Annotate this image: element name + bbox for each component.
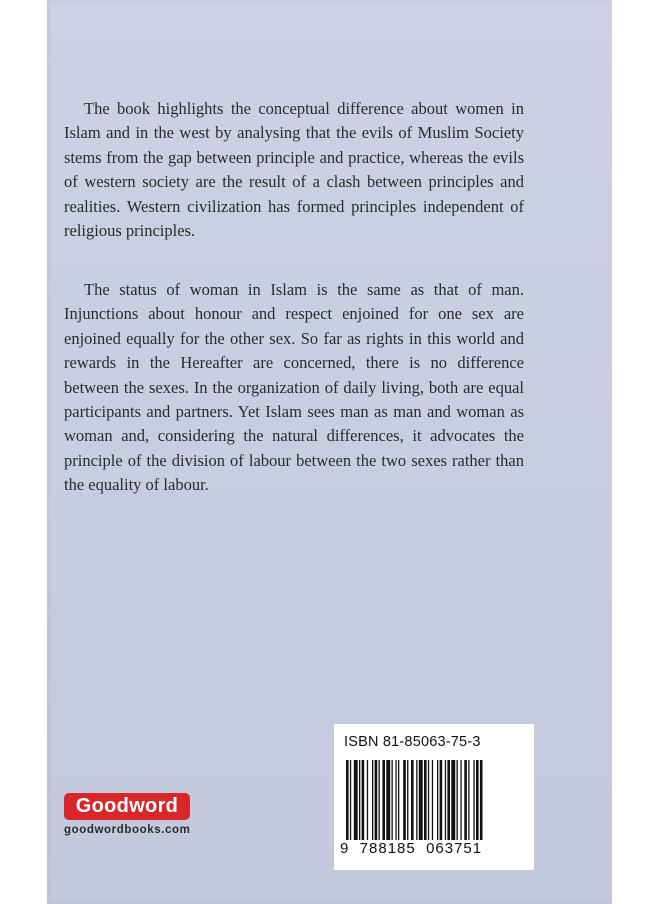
barcode-bar: [382, 760, 385, 840]
barcode-bar: [395, 760, 396, 840]
barcode-bar: [372, 760, 373, 840]
barcode-bar: [419, 760, 423, 840]
barcode-bar: [416, 760, 417, 840]
publisher-url: goodwordbooks.com: [64, 824, 191, 836]
barcode-bar: [359, 760, 360, 840]
barcode-bar: [386, 760, 390, 840]
barcode-bar: [407, 760, 408, 840]
barcode-bar: [476, 760, 479, 840]
barcode-bar: [468, 760, 469, 840]
barcode-bar: [473, 760, 474, 840]
barcode-bar: [460, 760, 461, 840]
barcode-bar: [392, 760, 393, 840]
barcode-bar: [428, 760, 429, 840]
blurb-paragraph-2: The status of woman in Islam is the same as that of man. Injunctions about honour and respect enjoined for one sex are enjoined equally for the other sex. So far as rights in this world and rewards in the Hereafter are concerned, there is no difference between the sexes. In the organization of daily living, both are equal participants and partners. Yet Islam sees man as man and woman as woman and, considering the natural differences, it advocates the principle of the division of labour between the two sexes rather than the equality of labour.: [64, 280, 524, 495]
barcode-bar: [379, 760, 380, 840]
barcode-bar: [398, 760, 399, 840]
barcode-bar: [464, 760, 467, 840]
barcode-bar: [350, 760, 351, 840]
barcode-bar: [354, 760, 358, 840]
isbn-number: ISBN 81-85063-75-3: [344, 734, 481, 750]
barcode-bar: [451, 760, 455, 840]
barcode-bar: [424, 760, 427, 840]
barcode-bar: [375, 760, 378, 840]
barcode-bar: [445, 760, 446, 840]
blurb-paragraph-1: The book highlights the conceptual difference about women in Islam and in the west by analysing that the evils of Muslim Society stems from the gap between principle and practice, whereas the evils of western society are the result of a clash between principles and realities. Western civilization has formed principles independent of religious principles.: [64, 99, 524, 241]
barcode-bar: [457, 760, 458, 840]
barcode-bar: [432, 760, 433, 840]
barcode-bar: [411, 760, 414, 840]
barcode-bar: [437, 760, 438, 840]
barcode-bar: [480, 760, 483, 840]
barcode-bar: [346, 760, 349, 840]
barcode-bar: [403, 760, 406, 840]
isbn-barcode-label: [334, 724, 534, 870]
barcode-bar: [367, 760, 368, 840]
barcode-bar: [447, 760, 450, 840]
barcode-bar: [362, 760, 365, 840]
publisher-logo: Goodword: [64, 793, 190, 820]
barcode-digits: 9 788185 063751: [340, 840, 483, 857]
barcode-icon: [346, 760, 522, 840]
barcode-bar: [440, 760, 443, 840]
